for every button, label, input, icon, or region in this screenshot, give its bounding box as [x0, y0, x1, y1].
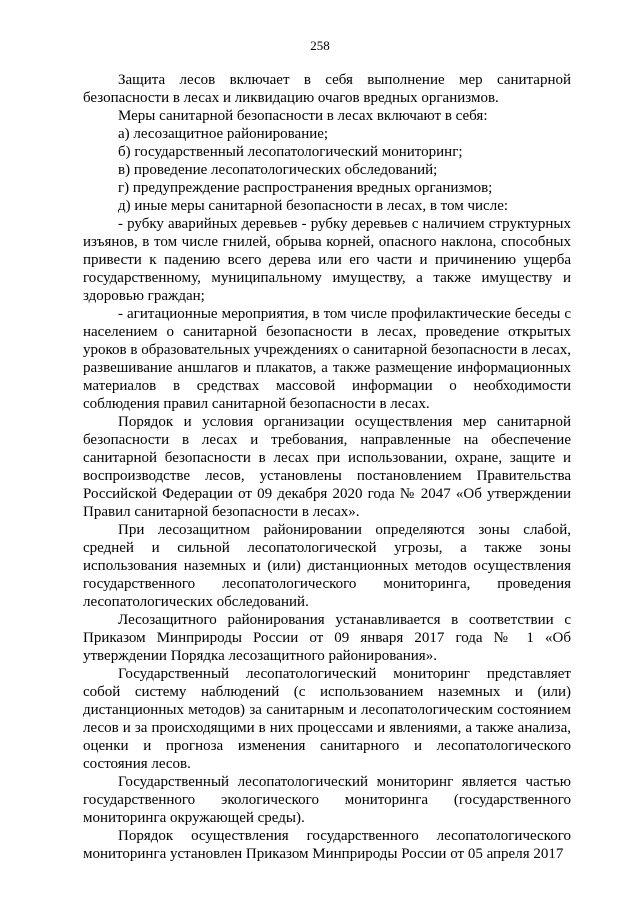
paragraph: Лесозащитного районирования устанавливается в соответствии с Приказом Минприроды России от 09 января 2017 года № 1 «Об утверждении Порядка лесозащитного районирования».	[83, 612, 571, 664]
paragraph: Защита лесов включает в себя выполнение мер санитарной безопасности в лесах и ликвидацию очагов вредных организмов.	[83, 72, 571, 106]
paragraph: При лесозащитном районировании определяются зоны слабой, средней и сильной лесопатологической угрозы, а также зоны использования наземных и (или) дистанционных методов осуществления государственного лесопатологического мониторинга, проведения лесопатологических обследований.	[83, 522, 571, 610]
list-item: - рубку аварийных деревьев - рубку деревьев с наличием структурных изъянов, в том числе гнилей, обрыва корней, опасного наклона, способных привести к падению всего дерева или его части и причинению ущерба государственному, муниципальному имуществу, а также имуществу и здоровью граждан;	[83, 216, 571, 304]
page-number: 258	[310, 38, 330, 53]
list-item: г) предупреждение распространения вредных организмов;	[118, 180, 493, 196]
list-item: - агитационные мероприятия, в том числе профилактические беседы с населением о санитарной безопасности в лесах, проведение открытых уроков в образовательных учреждениях о санитарной безопасности в лесах, развешивание аншлагов и плакатов, а также размещение информационных материалов в средствах массовой информации о необходимости соблюдения правил санитарной безопасности в лесах.	[83, 306, 571, 412]
paragraph: Порядок осуществления государственного лесопатологического мониторинга установлен Приказом Минприроды России от 05 апреля 2017	[83, 828, 571, 862]
paragraph: Государственный лесопатологический мониторинг представляет собой систему наблюдений (с использованием наземных и (или) дистанционных методов) за санитарным и лесопатологическим состоянием лесов и за происходящими в них процессами и явлениями, а также анализа, оценки и прогноза изменения санитарного и лесопатологического состояния лесов.	[83, 666, 571, 772]
list-item: д) иные меры санитарной безопасности в лесах, в том числе:	[118, 198, 509, 214]
paragraph: Порядок и условия организации осуществления мер санитарной безопасности в лесах и требования, направленные на обеспечение санитарной безопасности в лесах при использовании, охране, защите и воспроизводстве лесов, установлены постановлением Правительства Российской Федерации от 09 декабря 2020 года № 2047 «Об утверждении Правил санитарной безопасности в лесах».	[83, 414, 571, 520]
list-item: в) проведение лесопатологических обследований;	[118, 162, 438, 178]
paragraph: Меры санитарной безопасности в лесах включают в себя:	[118, 108, 488, 124]
list-item: а) лесозащитное районирование;	[118, 126, 329, 142]
list-item: б) государственный лесопатологический мониторинг;	[118, 144, 463, 160]
paragraph: Государственный лесопатологический мониторинг является частью государственного экологического мониторинга (государственного мониторинга окружающей среды).	[83, 774, 571, 826]
document-body	[83, 71, 571, 863]
